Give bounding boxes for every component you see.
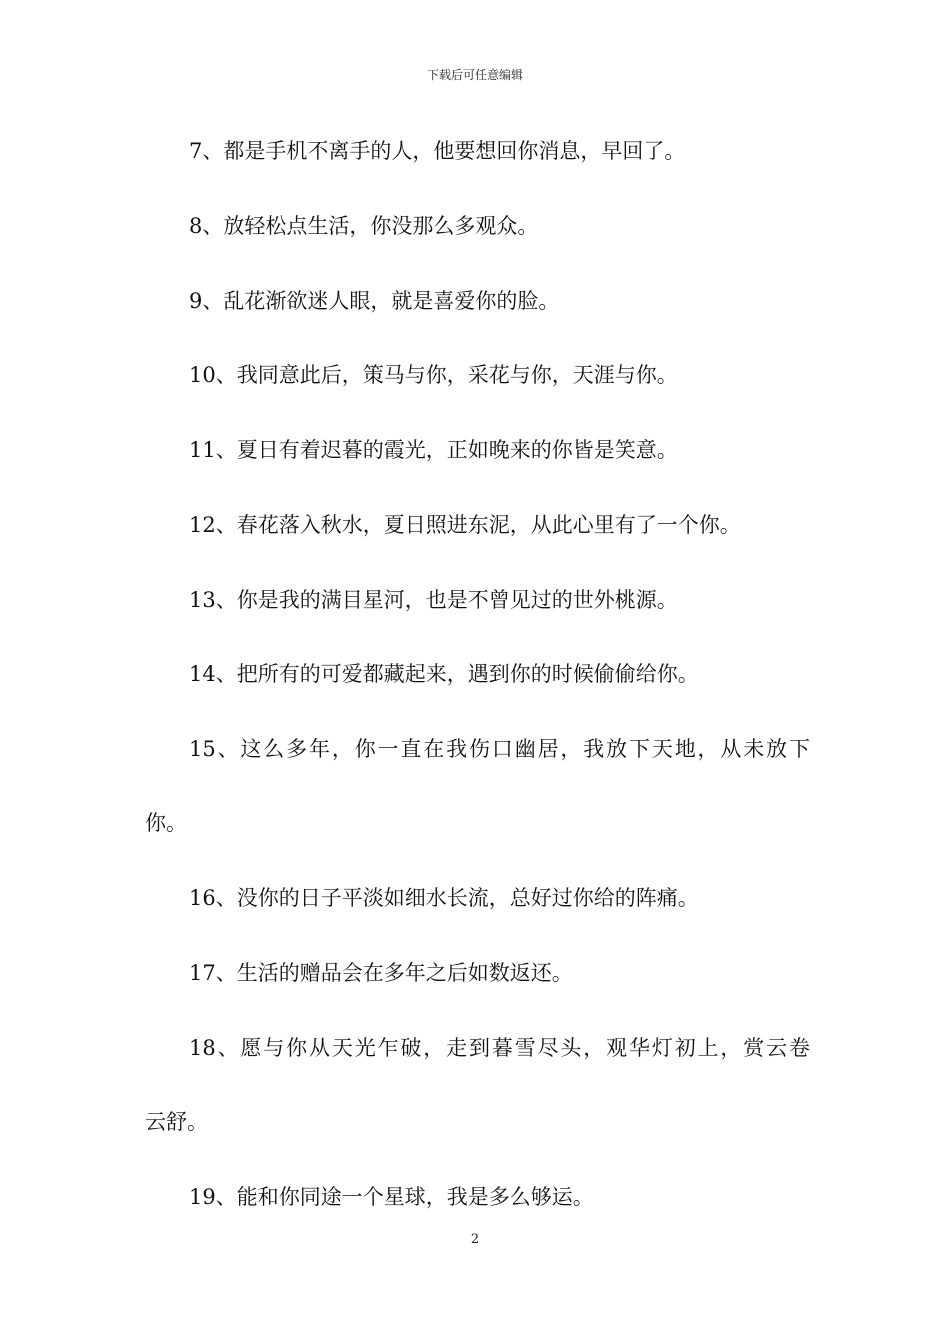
text-line: 12、春花落入秋水，夏日照进东泥，从此心里有了一个你。 (189, 513, 741, 537)
page-number: 2 (470, 1232, 480, 1247)
text-line: 15、这么多年，你一直在我伤口幽居，我放下天地，从未放下 (189, 737, 810, 761)
text-line: 16、没你的日子平淡如细水长流，总好过你给的阵痛。 (189, 886, 699, 910)
text-line: 10、我同意此后，策马与你，采花与你，天涯与你。 (189, 363, 678, 387)
text-line: 8、放轻松点生活，你没那么多观众。 (189, 214, 539, 238)
text-line: 18、愿与你从天光乍破，走到暮雪尽头，观华灯初上，赏云卷 (189, 1036, 810, 1060)
text-line: 19、能和你同途一个星球，我是多么够运。 (189, 1185, 594, 1209)
text-line: 你。 (145, 811, 187, 835)
text-line: 14、把所有的可爱都藏起来，遇到你的时候偷偷给你。 (189, 662, 699, 686)
text-line: 7、都是手机不离手的人，他要想回你消息，早回了。 (189, 139, 686, 163)
text-line: 云舒。 (145, 1110, 208, 1134)
text-line: 13、你是我的满目星河，也是不曾见过的世外桃源。 (189, 588, 678, 612)
page-header: 下载后可任意编辑 (426, 68, 523, 82)
text-line: 17、生活的赠品会在多年之后如数返还。 (189, 961, 573, 985)
text-line: 9、乱花渐欲迷人眼，就是喜爱你的脸。 (189, 289, 560, 313)
text-line: 11、夏日有着迟暮的霞光，正如晚来的你皆是笑意。 (189, 438, 678, 462)
